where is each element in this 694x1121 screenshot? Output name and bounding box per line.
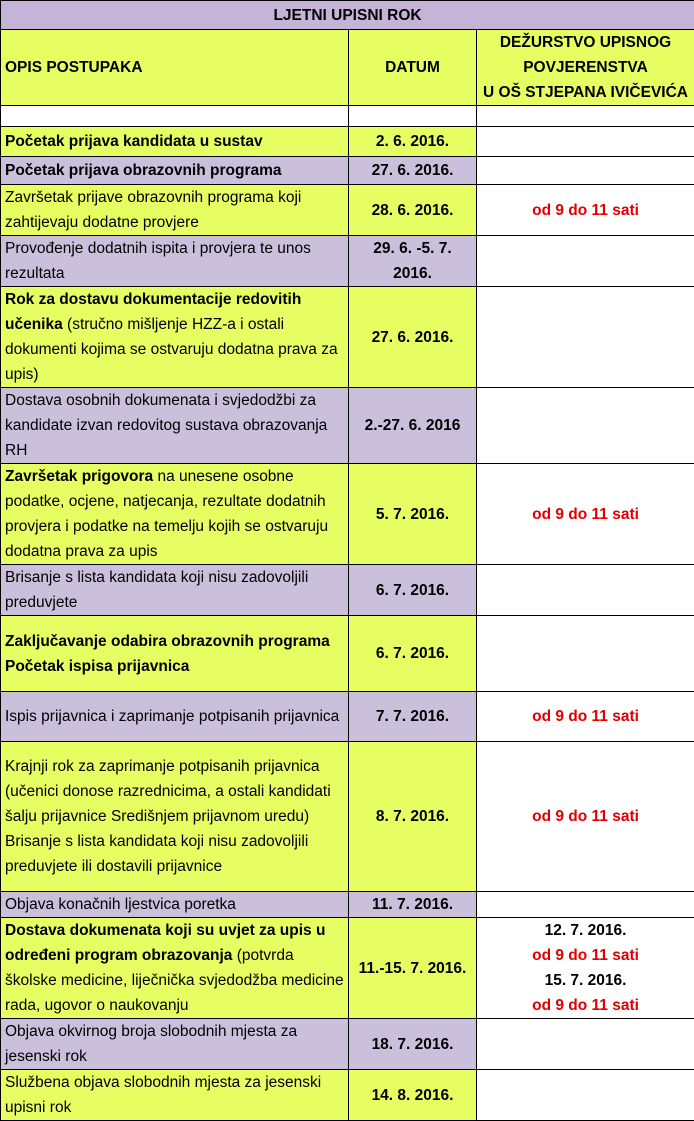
header-date: DATUM <box>349 30 477 106</box>
header-duty: DEŽURSTVO UPISNOG POVJERENSTVA U OŠ STJEPANA IVIČEVIĆA <box>477 30 694 106</box>
table-row: Objava okvirnog broja slobodnih mjesta za jesenski rok 18. 7. 2016. <box>1 1019 694 1070</box>
table-row: Objava konačnih ljestvica poretka 11. 7. 2016. <box>1 892 694 918</box>
table-row: Dostava dokumenata koji su uvjet za upis u određeni program obrazovanja (potvrda školske medicine, liječnička svjedodžba medicine rada, ugovor o naukovanju 11.-15. 7. 2016. 12. 7. 2016. od 9 do 11 sati 15. 7. 2016. od 9 do 11 sati <box>1 918 694 1019</box>
table-row: Početak prijava kandidata u sustav 2. 6. 2016. <box>1 127 694 157</box>
table-row: Početak prijava obrazovnih programa 27. 6. 2016. <box>1 157 694 185</box>
spacer-row <box>1 106 694 127</box>
table-row: Rok za dostavu dokumentacije redovitih učenika (stručno mišljenje HZZ-a i ostali dokumenti kojima se ostvaruju dodatna prava za upis) 27. 6. 2016. <box>1 287 694 388</box>
table-title: LJETNI UPISNI ROK <box>1 1 694 30</box>
table-row: Provođenje dodatnih ispita i provjera te unos rezultata 29. 6. -5. 7. 2016. <box>1 236 694 287</box>
table-row: Ispis prijavnica i zaprimanje potpisanih prijavnica 7. 7. 2016. od 9 do 11 sati <box>1 692 694 742</box>
header-description: OPIS POSTUPAKA <box>1 30 349 106</box>
table-row: Dostava osobnih dokumenata i svjedodžbi za kandidate izvan redovitog sustava obrazovanja RH 2.-27. 6. 2016 <box>1 388 694 464</box>
table-row: Završetak prijave obrazovnih programa koji zahtijevaju dodatne provjere 28. 6. 2016. od 9 do 11 sati <box>1 185 694 236</box>
duty-multi-cell: 12. 7. 2016. od 9 do 11 sati 15. 7. 2016. od 9 do 11 sati <box>477 918 694 1019</box>
table-row: Zaključavanje odabira obrazovnih programa Početak ispisa prijavnica 6. 7. 2016. <box>1 616 694 692</box>
table-row: Službena objava slobodnih mjesta za jesenski upisni rok 14. 8. 2016. <box>1 1070 694 1121</box>
table-row: Krajnji rok za zaprimanje potpisanih prijavnica (učenici donose razrednicima, a ostali kandidati šalju prijavnice Središnjem prijavnom uredu) Brisanje s lista kandidata koji nisu zadovoljili preduvjete ili dostavili prijavnice 8. 7. 2016. od 9 do 11 sati <box>1 742 694 892</box>
table-row: Završetak prigovora na unesene osobne podatke, ocjene, natjecanja, rezultate dodatnih provjera i podatke na temelju kojih se ostvaruju dodatna prava za upis 5. 7. 2016. od 9 do 11 sati <box>1 464 694 565</box>
table-row: Brisanje s lista kandidata koji nisu zadovoljili preduvjete 6. 7. 2016. <box>1 565 694 616</box>
